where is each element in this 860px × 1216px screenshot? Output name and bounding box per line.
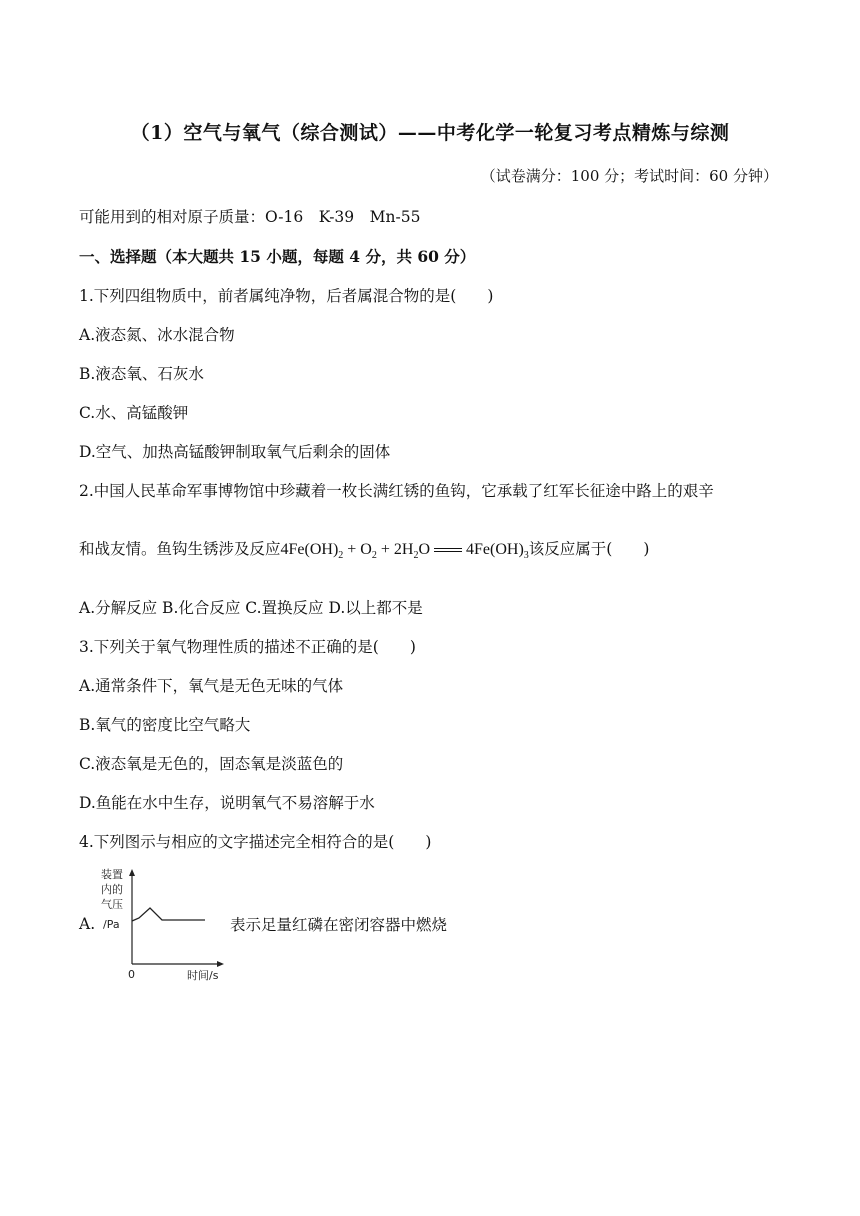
q3-option-b: B.氧气的密度比空气略大 bbox=[79, 716, 251, 734]
graph-ylabel-1: 装置 bbox=[101, 868, 123, 881]
equation-equals-sign bbox=[434, 548, 462, 552]
q1-option-c: C.水、高锰酸钾 bbox=[79, 404, 189, 422]
q1-option-a: A.液态氮、冰水混合物 bbox=[79, 326, 235, 344]
q2-stem-line1: 2.中国人民革命军事博物馆中珍藏着一枚长满红锈的鱼钩，它承载了红军长征途中路上的艰辛 bbox=[79, 482, 714, 500]
q2-options: A.分解反应 B.化合反应 C.置换反应 D.以上都不是 bbox=[79, 599, 423, 617]
q2-stem-pre: 和战友情。鱼钩生锈涉及反应 bbox=[79, 540, 281, 558]
q3-option-c: C.液态氧是无色的，固态氧是淡蓝色的 bbox=[79, 755, 344, 773]
q4-stem: 4.下列图示与相应的文字描述完全相符合的是( ) bbox=[79, 833, 432, 851]
q3-stem: 3.下列关于氧气物理性质的描述不正确的是( ) bbox=[79, 638, 416, 656]
graph-pressure-curve bbox=[132, 908, 205, 921]
graph-x-arrow bbox=[217, 961, 224, 967]
q1-stem: 1.下列四组物质中，前者属纯净物，后者属混合物的是( ) bbox=[79, 287, 494, 305]
q1-option-b: B.液态氧、石灰水 bbox=[79, 365, 204, 383]
q2-stem-post: 该反应属于( ) bbox=[528, 540, 650, 558]
chemical-equation: $4Fe(OH)_2 + O_2 + 2H_2O$ $4Fe(OH)_3$ bbox=[280, 541, 529, 562]
graph-ylabel-2: 内的 bbox=[101, 883, 123, 896]
q3-option-d: D.鱼能在水中生存，说明氧气不易溶解于水 bbox=[79, 794, 375, 812]
graph-xlabel: 时间/s bbox=[187, 969, 219, 982]
graph-y-arrow bbox=[129, 869, 135, 876]
q1-option-d: D.空气、加热高锰酸钾制取氧气后剩余的固体 bbox=[79, 443, 391, 461]
graph-origin: 0 bbox=[128, 968, 135, 981]
atomic-masses: 可能用到的相对原子质量：O-16 K-39 Mn-55 bbox=[79, 208, 421, 226]
pressure-time-graph bbox=[79, 866, 229, 984]
document-title: （1）空气与氧气（综合测试）——中考化学一轮复习考点精炼与综测 bbox=[130, 122, 730, 144]
q4-option-a-label: A. bbox=[79, 915, 96, 933]
section-heading: 一、选择题（本大题共 15 小题，每题 4 分，共 60 分） bbox=[79, 247, 476, 266]
q4-option-a-text: 表示足量红磷在密闭容器中燃烧 bbox=[230, 916, 448, 934]
q2-stem-line2 bbox=[79, 537, 649, 561]
exam-meta: （试卷满分：100 分；考试时间：60 分钟） bbox=[480, 167, 778, 185]
graph-ylabel-3: 气压 bbox=[101, 898, 123, 911]
q3-option-a: A.通常条件下，氧气是无色无味的气体 bbox=[79, 677, 344, 695]
graph-ylabel-4: /Pa bbox=[103, 918, 120, 931]
